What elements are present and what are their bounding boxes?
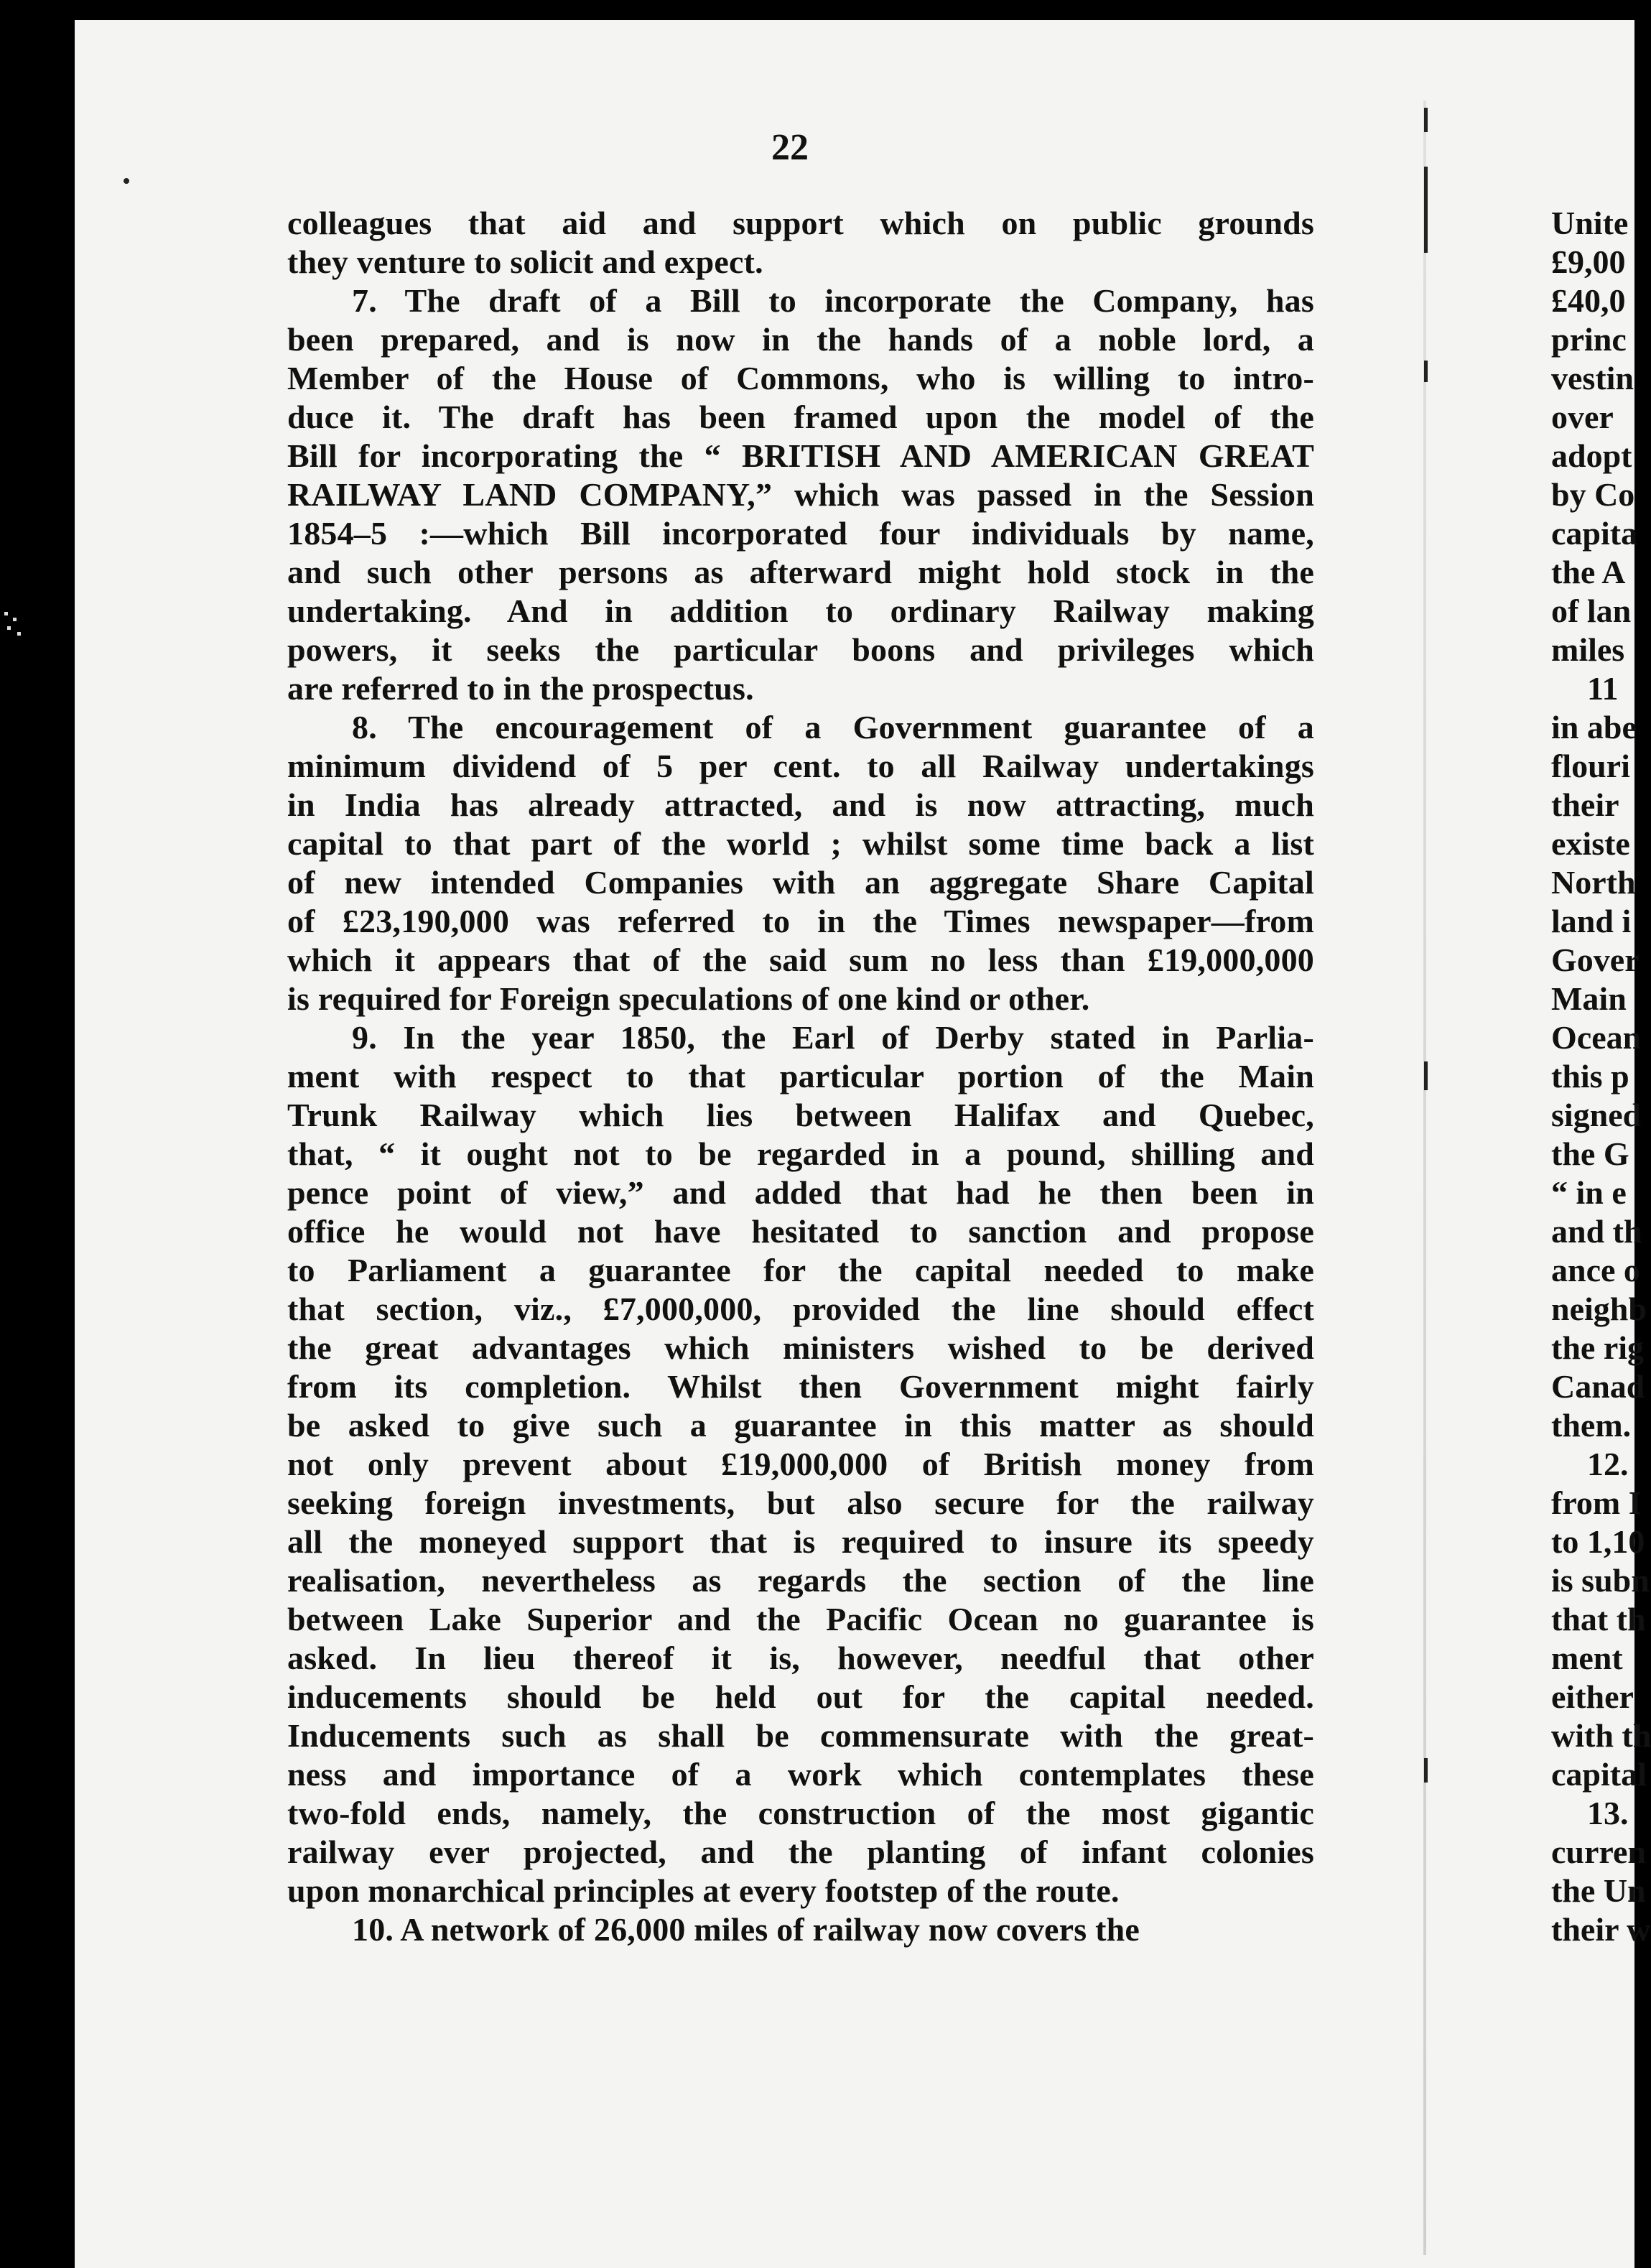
text-fragment: £9,00: [1551, 243, 1626, 280]
text-fragment: ance o: [1551, 1252, 1640, 1288]
text-line: in India has already attracted, and is now attracting, much: [287, 786, 1314, 823]
gutter-mark: [1424, 108, 1428, 132]
text-fragment: the A: [1551, 554, 1626, 590]
text-line: been prepared, and is now in the hands of a noble lord, a: [287, 321, 1314, 358]
text-line: undertaking. And in addition to ordinary Railway making: [287, 592, 1314, 629]
page-number: 22: [771, 127, 809, 168]
ink-speck: [124, 178, 129, 184]
text-fragment: £40,0: [1551, 282, 1626, 319]
text-line: of £23,190,000 was referred to in the Times newspaper—from: [287, 903, 1314, 939]
text-fragment: Unite: [1551, 205, 1629, 241]
text-fragment: this p: [1551, 1058, 1629, 1095]
text-line: Bill for incorporating the “ BRITISH AND AMERICAN GREAT: [287, 437, 1314, 474]
text-fragment: over: [1551, 399, 1614, 435]
text-line: two-fold ends, namely, the construction of the most gigantic: [287, 1795, 1314, 1831]
text-line: which it appears that of the said sum no less than £19,000,000: [287, 942, 1314, 978]
text-fragment: North: [1551, 864, 1636, 901]
text-line: is required for Foreign speculations of one kind or other.: [287, 980, 1090, 1017]
text-line: minimum dividend of 5 per cent. to all Railway undertakings: [287, 748, 1314, 784]
text-line: powers, it seeks the particular boons and privileges which: [287, 631, 1314, 668]
text-fragment: the rig: [1551, 1329, 1645, 1366]
text-fragment: adopt: [1551, 437, 1632, 474]
text-fragment: that th: [1551, 1601, 1646, 1637]
text-fragment: to 1,10: [1551, 1523, 1645, 1560]
text-line: that section, viz., £7,000,000, provided the line should effect: [287, 1291, 1314, 1327]
text-fragment: signed: [1551, 1097, 1642, 1133]
text-fragment: 12.: [1587, 1446, 1629, 1482]
text-line: capital to that part of the world ; whilst some time back a list: [287, 825, 1314, 862]
text-fragment: is subn: [1551, 1562, 1650, 1599]
text-fragment: the G: [1551, 1135, 1629, 1172]
text-fragment: and th: [1551, 1213, 1642, 1250]
text-line: railway ever projected, and the planting of infant colonies: [287, 1834, 1314, 1870]
text-line: they venture to solicit and expect.: [287, 243, 763, 280]
text-line: office he would not have hesitated to sanction and propose: [287, 1213, 1314, 1250]
text-line: Inducements such as shall be commensurate with the great-: [287, 1717, 1314, 1754]
text-fragment: flouri: [1551, 748, 1630, 784]
text-line: 7. The draft of a Bill to incorporate the Company, has: [352, 282, 1314, 319]
text-line: ness and importance of a work which contemplates these: [287, 1756, 1314, 1793]
text-line: of new intended Companies with an aggregate Share Capital: [287, 864, 1314, 901]
text-fragment: Ocean: [1551, 1019, 1642, 1056]
text-fragment: miles: [1551, 631, 1625, 668]
text-fragment: Main: [1551, 980, 1627, 1017]
text-fragment: them.: [1551, 1407, 1632, 1444]
text-line: inducements should be held out for the capital needed.: [287, 1678, 1314, 1715]
text-fragment: land i: [1551, 903, 1632, 939]
text-line: duce it. The draft has been framed upon the model of the: [287, 399, 1314, 435]
text-line: 10. A network of 26,000 miles of railway now covers the: [352, 1911, 1140, 1948]
text-fragment: “ in e: [1551, 1174, 1627, 1211]
text-line: pence point of view,” and added that had he then been in: [287, 1174, 1314, 1211]
text-fragment: capital: [1551, 1756, 1647, 1793]
adjacent-page-text-fragment: [1551, 204, 1651, 1949]
text-fragment: from I: [1551, 1484, 1642, 1521]
text-line: be asked to give such a guarantee in this matter as should: [287, 1407, 1314, 1444]
text-fragment: capita: [1551, 515, 1638, 552]
gutter-mark: [1424, 1061, 1428, 1090]
text-line: ment with respect to that particular portion of the Main: [287, 1058, 1314, 1095]
text-line: are referred to in the prospectus.: [287, 670, 754, 707]
text-line: Trunk Railway which lies between Halifax and Quebec,: [287, 1097, 1314, 1133]
text-line: Member of the House of Commons, who is willing to intro-: [287, 360, 1314, 396]
text-line: between Lake Superior and the Pacific Ocean no guarantee is: [287, 1601, 1314, 1637]
text-fragment: their w: [1551, 1911, 1651, 1948]
text-fragment: curren: [1551, 1834, 1647, 1870]
text-fragment: in abe: [1551, 709, 1637, 745]
text-fragment: Gover: [1551, 942, 1640, 978]
text-line: and such other persons as afterward might hold stock in the: [287, 554, 1314, 590]
text-line: not only prevent about £19,000,000 of British money from: [287, 1446, 1314, 1482]
text-line: colleagues that aid and support which on public grounds: [287, 205, 1314, 241]
scan-noise: [3, 610, 24, 639]
text-fragment: Canad: [1551, 1368, 1645, 1405]
text-line: from its completion. Whilst then Government might fairly: [287, 1368, 1314, 1405]
text-line: the great advantages which ministers wished to be derived: [287, 1329, 1314, 1366]
text-fragment: neighb: [1551, 1291, 1647, 1327]
text-line: realisation, nevertheless as regards the section of the line: [287, 1562, 1314, 1599]
text-line: asked. In lieu thereof it is, however, needful that other: [287, 1640, 1314, 1676]
text-fragment: princ: [1551, 321, 1627, 358]
text-fragment: 13.: [1587, 1795, 1629, 1831]
text-fragment: ment: [1551, 1640, 1623, 1676]
text-line: that, “ it ought not to be regarded in a pound, shilling and: [287, 1135, 1314, 1172]
gutter-mark: [1424, 1758, 1428, 1783]
text-line: upon monarchical principles at every footstep of the route.: [287, 1872, 1120, 1909]
text-line: seeking foreign investments, but also secure for the railway: [287, 1484, 1314, 1521]
text-line: all the moneyed support that is required to insure its speedy: [287, 1523, 1314, 1560]
text-fragment: their: [1551, 786, 1619, 823]
page-gutter: [1423, 101, 1426, 2255]
gutter-mark: [1424, 167, 1428, 253]
text-fragment: vestin: [1551, 360, 1634, 396]
text-line: 1854–5 :—which Bill incorporated four individuals by name,: [287, 515, 1314, 552]
text-fragment: existe: [1551, 825, 1630, 862]
main-text-column: [287, 204, 1314, 1949]
text-line: to Parliament a guarantee for the capital needed to make: [287, 1252, 1314, 1288]
gutter-mark: [1424, 361, 1428, 382]
text-fragment: with th: [1551, 1717, 1651, 1754]
text-fragment: either: [1551, 1678, 1634, 1715]
text-line: 9. In the year 1850, the Earl of Derby stated in Parlia-: [352, 1019, 1314, 1056]
text-fragment: 11: [1587, 670, 1619, 707]
text-line: 8. The encouragement of a Government guarantee of a: [352, 709, 1314, 745]
text-fragment: of lan: [1551, 592, 1632, 629]
text-fragment: by Co: [1551, 476, 1635, 513]
text-line: RAILWAY LAND COMPANY,” which was passed in the Session: [287, 476, 1314, 513]
text-fragment: the Un: [1551, 1872, 1646, 1909]
